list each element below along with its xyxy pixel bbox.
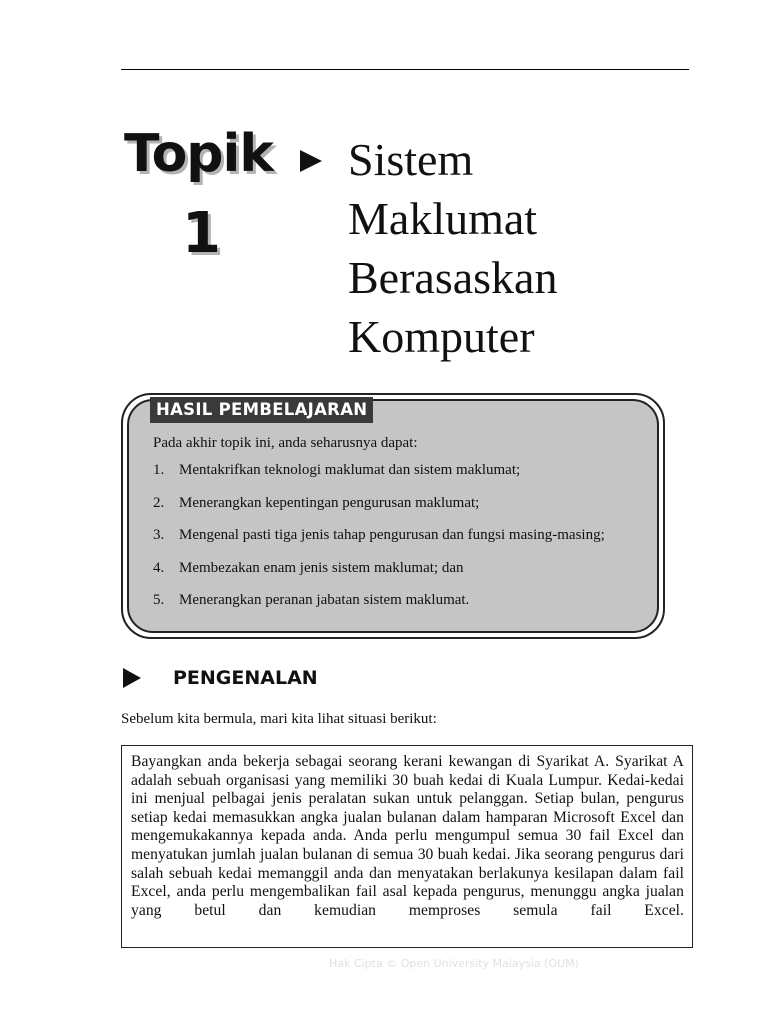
play-arrow-icon — [300, 150, 322, 172]
outcome-text: Menerangkan kepentingan pengurusan maklumat; — [179, 494, 480, 511]
scenario-text: Bayangkan anda bekerja sebagai seorang kerani kewangan di Syarikat A. Syarikat A adalah sebuah organisasi yang memiliki 30 buah kedai di Kuala Lumpur. Kedai-kedai ini menjual pelbagai jenis peralatan sukan untuk pelanggan. Setiap bulan, pengurus setiap kedai memasukkan angka jualan bulanan dalam hamparan Microsoft Excel dan mengemukakannya kepada anda. Anda perlu mengumpul semua 30 fail Excel dan menyatukan jumlah jualan bulanan di semua 30 buah kedai. Jika seorang pengurus dari salah sebuah kedai memanggil anda dan menyatakan berlakunya kesilapan dalam fail Excel, anda perlu mengembalikan fail asal kepada pengurus, menunggu angka jualan yang betul dan kemudian memproses semula fail Excel. — [131, 753, 684, 919]
scenario-box — [121, 745, 693, 948]
learning-outcomes-list — [153, 461, 645, 624]
topic-title-line: Maklumat — [348, 193, 538, 244]
outcome-text: Mengenal pasti tiga jenis tahap pengurusan dan fungsi masing-masing; — [179, 527, 605, 543]
outcome-number: 1. — [153, 462, 165, 478]
topic-title-line: Komputer — [348, 311, 535, 362]
outcome-text: Menerangkan peranan jabatan sistem maklumat. — [179, 592, 470, 608]
outcome-item — [153, 461, 645, 480]
outcome-text: Mentakrifkan teknologi maklumat dan sistem maklumat; — [179, 462, 521, 478]
topic-title-line: Sistem — [348, 134, 474, 185]
topic-number: 1 — [182, 201, 221, 266]
section-heading: PENGENALAN — [173, 667, 318, 689]
outcome-number: 2. — [153, 494, 165, 511]
outcome-item — [153, 494, 645, 513]
section-intro: Sebelum kita bermula, mari kita lihat situasi berikut: — [121, 711, 437, 727]
topic-title-line: Berasaskan — [348, 252, 558, 303]
outcome-number: 4. — [153, 559, 165, 576]
outcome-item — [153, 591, 645, 610]
top-rule — [121, 69, 689, 70]
learning-outcomes-header: HASIL PEMBELAJARAN — [150, 397, 373, 423]
outcome-number: 5. — [153, 592, 165, 608]
topic-label: Topik — [124, 124, 273, 184]
outcome-number: 3. — [153, 527, 165, 543]
learning-outcomes-intro: Pada akhir topik ini, anda seharusnya dapat: — [153, 435, 418, 451]
topic-title — [348, 130, 728, 366]
outcome-text: Membezakan enam jenis sistem maklumat; dan — [179, 559, 464, 576]
copyright-footer: Hak Cipta © Open University Malaysia (OUM) — [329, 957, 579, 970]
section-arrow-icon — [123, 668, 141, 688]
outcome-item — [153, 559, 645, 578]
outcome-item — [153, 526, 645, 545]
